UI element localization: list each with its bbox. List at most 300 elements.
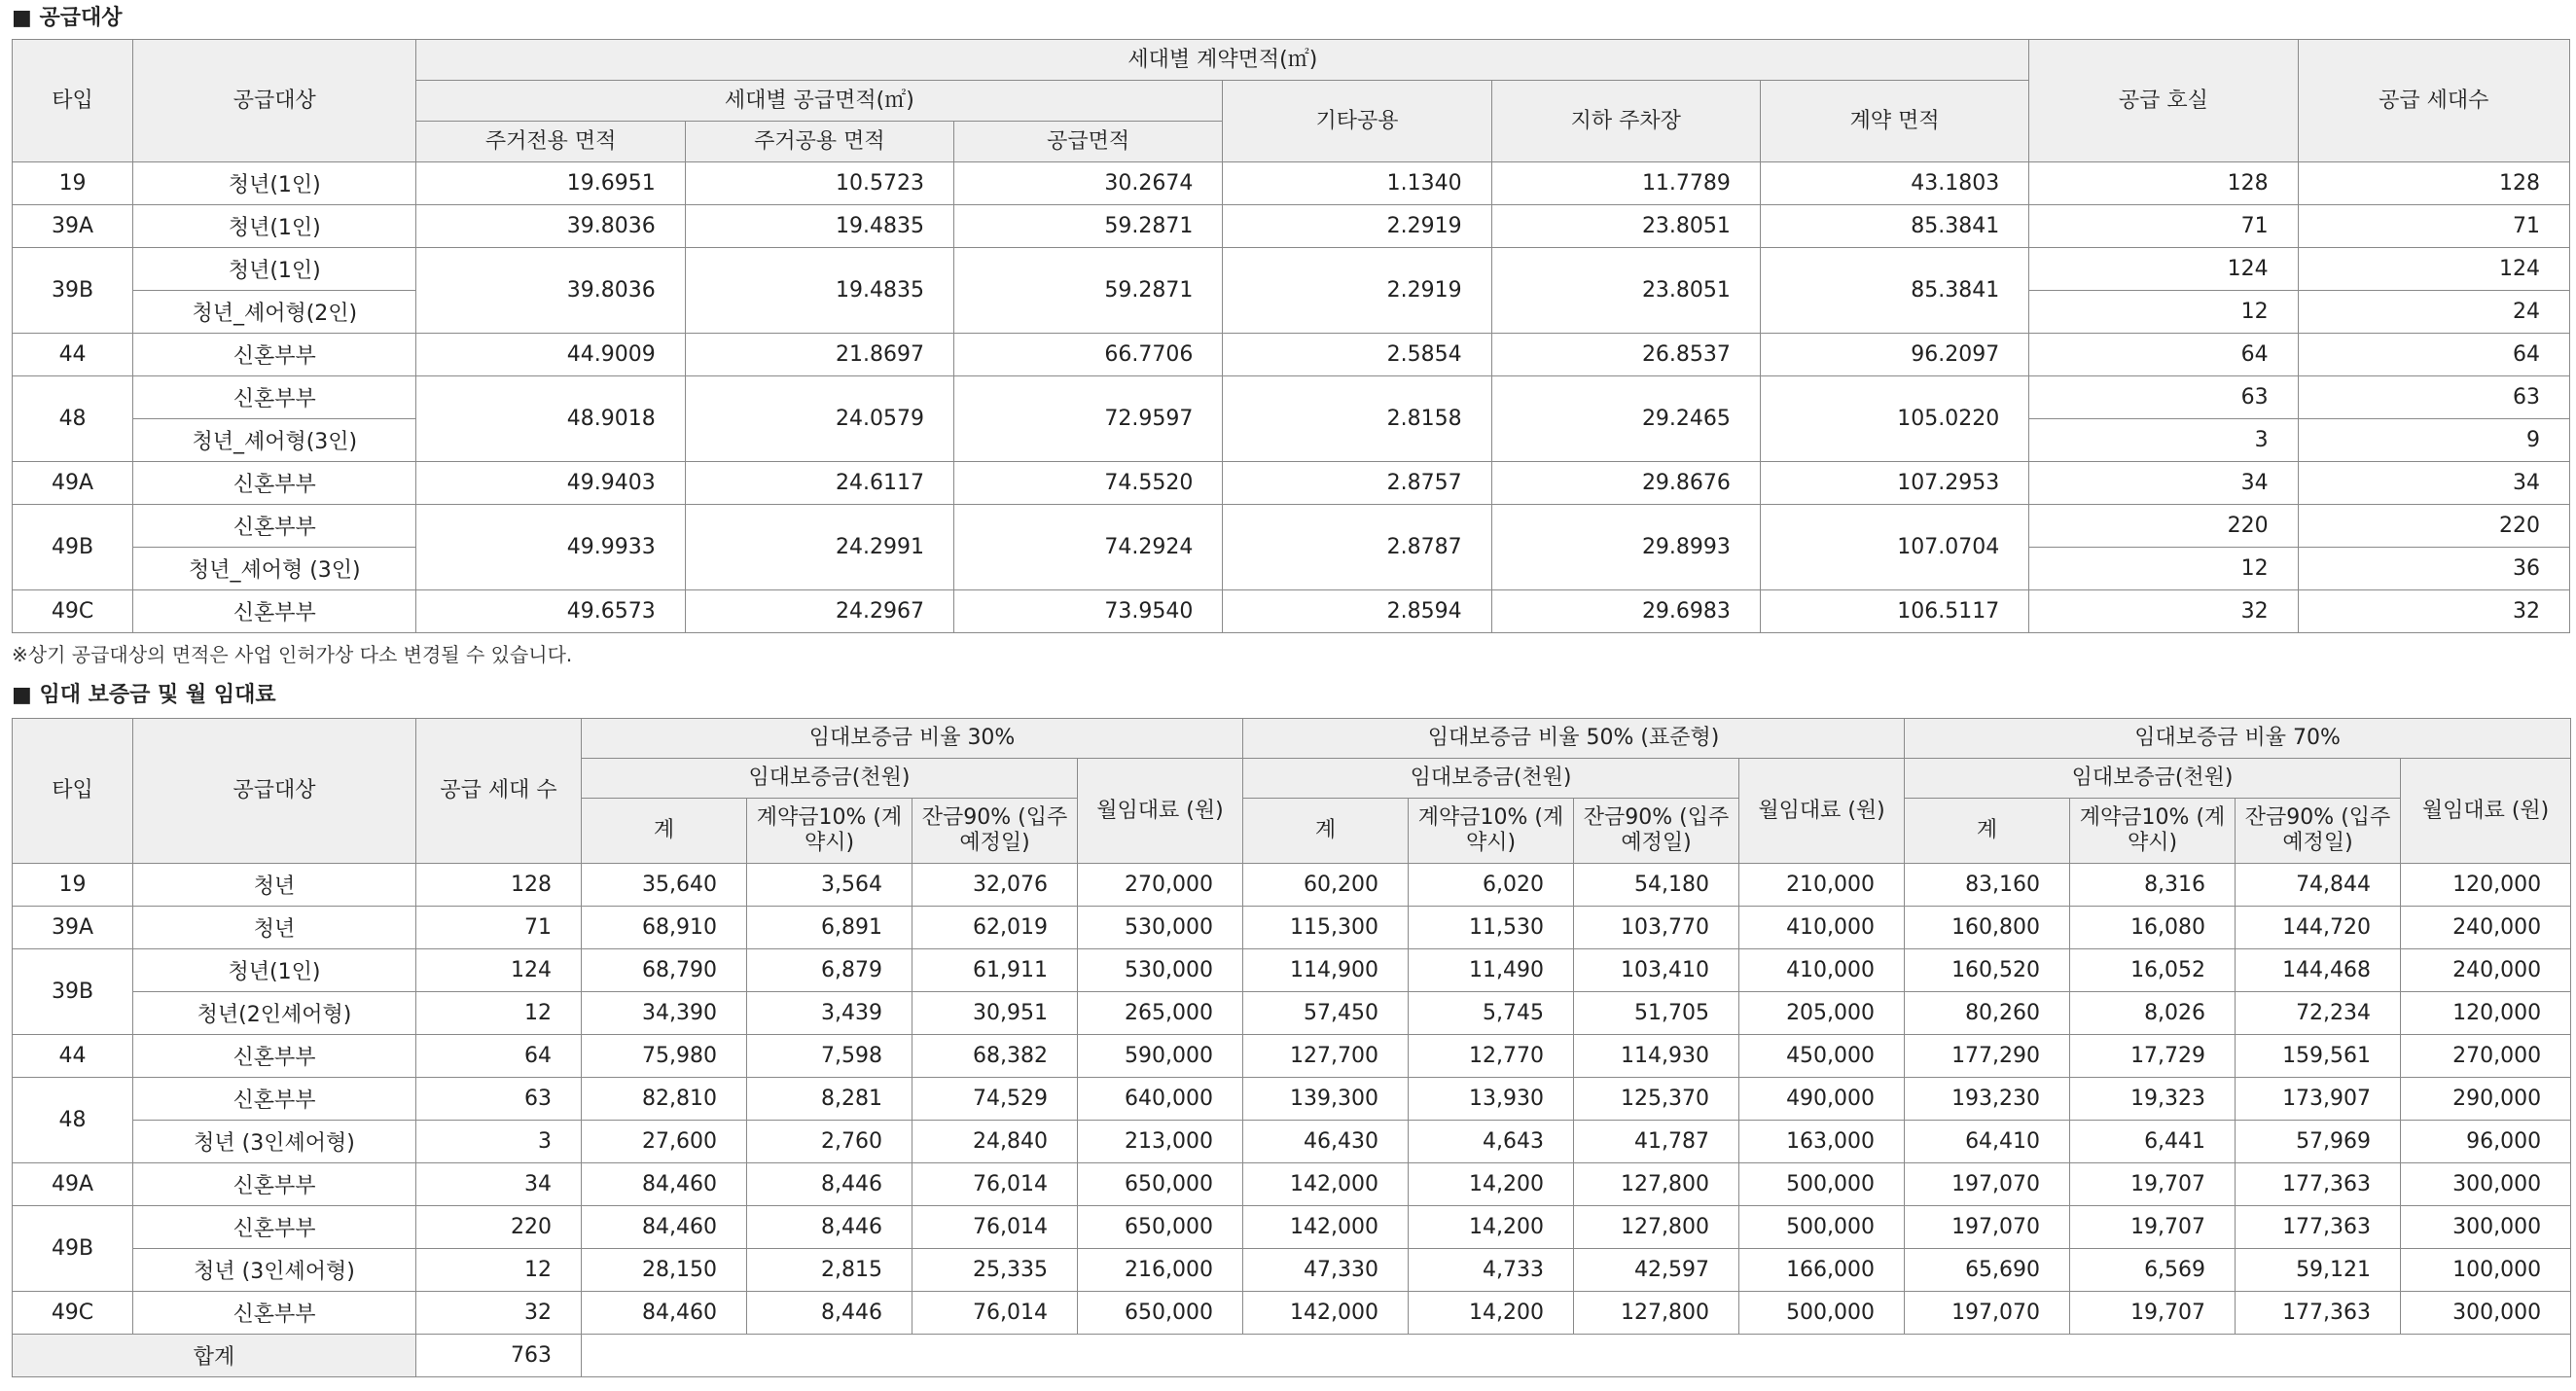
- monthly-rent-cell: 650,000: [1078, 1292, 1243, 1335]
- monthly-rent-cell: 650,000: [1078, 1206, 1243, 1249]
- table-row: [13, 1292, 2571, 1335]
- supply-households-cell: 36: [2298, 548, 2569, 590]
- monthly-rent-cell: 290,000: [2401, 1078, 2571, 1121]
- col-exclusive-area: 주거전용 면적: [416, 122, 685, 162]
- exclusive-area-cell: 44.9009: [416, 334, 685, 376]
- target-cell: 신혼부부: [133, 1163, 416, 1206]
- supply-area-cell: 59.2871: [954, 248, 1223, 334]
- monthly-rent-cell: 590,000: [1078, 1035, 1243, 1078]
- common-area-cell: 10.5723: [685, 162, 953, 205]
- table-row: [13, 590, 2570, 633]
- supply-area-cell: 66.7706: [954, 334, 1223, 376]
- deposit-total-cell: 115,300: [1243, 907, 1409, 949]
- supply-area-cell: 72.9597: [954, 376, 1223, 462]
- parking-area-cell: 23.8051: [1491, 205, 1760, 248]
- down-payment-cell: 19,323: [2070, 1078, 2236, 1121]
- target-cell: 신혼부부: [133, 376, 416, 419]
- common-area-cell: 24.6117: [685, 462, 953, 505]
- target-cell: 신혼부부: [133, 1035, 416, 1078]
- deposit-header: 임대보증금(천원): [1905, 759, 2401, 799]
- type-cell: 39A: [13, 907, 133, 949]
- total-blank: [582, 1335, 2571, 1377]
- total-row: [13, 1335, 2571, 1377]
- balance-cell: 41,787: [1574, 1121, 1739, 1163]
- contract-area-cell: 85.3841: [1760, 248, 2028, 334]
- monthly-header: 월임대료 (원): [2401, 759, 2571, 864]
- balance-cell: 59,121: [2236, 1249, 2401, 1292]
- col-type: 타입: [13, 40, 133, 162]
- type-cell: 19: [13, 864, 133, 907]
- target-cell: 청년(1인): [133, 162, 416, 205]
- supply-area-cell: 74.5520: [954, 462, 1223, 505]
- col-common-area: 주거공용 면적: [685, 122, 953, 162]
- supply-rooms-cell: 71: [2029, 205, 2298, 248]
- deposit-total-cell: 197,070: [1905, 1206, 2070, 1249]
- households-cell: 64: [416, 1035, 582, 1078]
- target-cell: 청년 (3인셰어형): [133, 1249, 416, 1292]
- balance-cell: 25,335: [912, 1249, 1078, 1292]
- col-contract-area-group: 세대별 계약면적(㎡): [416, 40, 2029, 81]
- supply-households-cell: 63: [2298, 376, 2569, 419]
- balance-cell: 61,911: [912, 949, 1078, 992]
- balance-cell: 173,907: [2236, 1078, 2401, 1121]
- down-payment-cell: 8,446: [747, 1292, 912, 1335]
- deposit-total-cell: 160,800: [1905, 907, 2070, 949]
- supply-rooms-cell: 34: [2029, 462, 2298, 505]
- common-area-cell: 21.8697: [685, 334, 953, 376]
- target-cell: 청년_셰어형(3인): [133, 419, 416, 462]
- down-payment-cell: 17,729: [2070, 1035, 2236, 1078]
- supply-rooms-cell: 124: [2029, 248, 2298, 291]
- down-payment-cell: 6,891: [747, 907, 912, 949]
- down-payment-cell: 6,020: [1409, 864, 1574, 907]
- balance-cell: 127,800: [1574, 1163, 1739, 1206]
- table-row: [13, 1121, 2571, 1163]
- deposit-total-cell: 46,430: [1243, 1121, 1409, 1163]
- type-cell: 49B: [13, 1206, 133, 1292]
- table-row: [13, 949, 2571, 992]
- parking-area-cell: 29.8993: [1491, 505, 1760, 590]
- common-area-cell: 19.4835: [685, 248, 953, 334]
- balance-cell: 177,363: [2236, 1206, 2401, 1249]
- down-payment-cell: 14,200: [1409, 1163, 1574, 1206]
- monthly-rent-cell: 490,000: [1739, 1078, 1905, 1121]
- table-row: [13, 1249, 2571, 1292]
- down-payment-cell: 8,026: [2070, 992, 2236, 1035]
- balance-cell: 72,234: [2236, 992, 2401, 1035]
- parking-area-cell: 23.8051: [1491, 248, 1760, 334]
- monthly-rent-cell: 530,000: [1078, 907, 1243, 949]
- target-cell: 신혼부부: [133, 1206, 416, 1249]
- deposit-total-cell: 82,810: [582, 1078, 747, 1121]
- monthly-rent-cell: 213,000: [1078, 1121, 1243, 1163]
- balance-cell: 42,597: [1574, 1249, 1739, 1292]
- monthly-rent-cell: 300,000: [2401, 1163, 2571, 1206]
- parking-area-cell: 29.8676: [1491, 462, 1760, 505]
- monthly-header: 월임대료 (원): [1739, 759, 1905, 864]
- supply-rooms-cell: 128: [2029, 162, 2298, 205]
- exclusive-area-cell: 49.9403: [416, 462, 685, 505]
- down-payment-cell: 2,760: [747, 1121, 912, 1163]
- type-cell: 49C: [13, 1292, 133, 1335]
- monthly-rent-cell: 410,000: [1739, 949, 1905, 992]
- down-payment-cell: 6,569: [2070, 1249, 2236, 1292]
- type-cell: 48: [13, 1078, 133, 1163]
- households-cell: 12: [416, 1249, 582, 1292]
- deposit-total-cell: 142,000: [1243, 1206, 1409, 1249]
- supply-area-cell: 59.2871: [954, 205, 1223, 248]
- table-row: [13, 334, 2570, 376]
- target-cell: 청년 (3인셰어형): [133, 1121, 416, 1163]
- balance-cell: 24,840: [912, 1121, 1078, 1163]
- type-cell: 39A: [13, 205, 133, 248]
- balance-cell: 127,800: [1574, 1206, 1739, 1249]
- exclusive-area-cell: 49.6573: [416, 590, 685, 633]
- other-area-cell: 2.8787: [1223, 505, 1491, 590]
- deposit-total-cell: 28,150: [582, 1249, 747, 1292]
- table-row: [13, 992, 2571, 1035]
- deposit-total-cell: 83,160: [1905, 864, 2070, 907]
- balance-cell: 74,529: [912, 1078, 1078, 1121]
- target-cell: 신혼부부: [133, 1078, 416, 1121]
- monthly-rent-cell: 163,000: [1739, 1121, 1905, 1163]
- deposit-total-cell: 84,460: [582, 1163, 747, 1206]
- supply-rooms-cell: 12: [2029, 291, 2298, 334]
- supply-households-cell: 71: [2298, 205, 2569, 248]
- deposit-total-cell: 47,330: [1243, 1249, 1409, 1292]
- deposit-total-cell: 68,910: [582, 907, 747, 949]
- deposit-total-cell: 27,600: [582, 1121, 747, 1163]
- balance-cell: 144,720: [2236, 907, 2401, 949]
- col-supply-area-group: 세대별 공급면적(㎡): [416, 81, 1223, 122]
- target-cell: 청년(2인셰어형): [133, 992, 416, 1035]
- deposit-total-cell: 75,980: [582, 1035, 747, 1078]
- contract-area-cell: 96.2097: [1760, 334, 2028, 376]
- supply-households-cell: 220: [2298, 505, 2569, 548]
- monthly-rent-cell: 270,000: [2401, 1035, 2571, 1078]
- target-cell: 청년_셰어형(2인): [133, 291, 416, 334]
- balance-cell: 114,930: [1574, 1035, 1739, 1078]
- households-cell: 3: [416, 1121, 582, 1163]
- down-payment-cell: 3,564: [747, 864, 912, 907]
- supply-households-cell: 24: [2298, 291, 2569, 334]
- exclusive-area-cell: 39.8036: [416, 205, 685, 248]
- deposit-total-cell: 142,000: [1243, 1163, 1409, 1206]
- col-target: 공급대상: [133, 40, 416, 162]
- deposit-header: 임대보증금(천원): [1243, 759, 1739, 799]
- down-payment-cell: 13,930: [1409, 1078, 1574, 1121]
- exclusive-area-cell: 48.9018: [416, 376, 685, 462]
- monthly-rent-cell: 300,000: [2401, 1206, 2571, 1249]
- parking-area-cell: 29.2465: [1491, 376, 1760, 462]
- balance-header: 잔금90% (입주예정일): [2236, 799, 2401, 864]
- target-cell: 청년(1인): [133, 949, 416, 992]
- monthly-rent-cell: 265,000: [1078, 992, 1243, 1035]
- supply-rooms-cell: 12: [2029, 548, 2298, 590]
- total-header: 계: [582, 799, 747, 864]
- supply-households-cell: 124: [2298, 248, 2569, 291]
- balance-cell: 30,951: [912, 992, 1078, 1035]
- deposit-total-cell: 84,460: [582, 1206, 747, 1249]
- down-payment-header: 계약금10% (계약시): [2070, 799, 2236, 864]
- down-payment-cell: 19,707: [2070, 1163, 2236, 1206]
- monthly-rent-cell: 270,000: [1078, 864, 1243, 907]
- table-row: [13, 1078, 2571, 1121]
- total-header: 계: [1243, 799, 1409, 864]
- supply-rooms-cell: 220: [2029, 505, 2298, 548]
- monthly-rent-cell: 240,000: [2401, 949, 2571, 992]
- deposit-total-cell: 80,260: [1905, 992, 2070, 1035]
- down-payment-cell: 8,446: [747, 1163, 912, 1206]
- other-area-cell: 2.8594: [1223, 590, 1491, 633]
- type-cell: 39B: [13, 949, 133, 1035]
- supply-area-table: [12, 39, 2570, 633]
- col-type: 타입: [13, 719, 133, 864]
- common-area-cell: 19.4835: [685, 205, 953, 248]
- down-payment-cell: 2,815: [747, 1249, 912, 1292]
- target-cell: 신혼부부: [133, 1292, 416, 1335]
- monthly-rent-cell: 205,000: [1739, 992, 1905, 1035]
- type-cell: 19: [13, 162, 133, 205]
- col-other-common: 기타공용: [1223, 81, 1491, 162]
- contract-area-cell: 107.2953: [1760, 462, 2028, 505]
- monthly-rent-cell: 640,000: [1078, 1078, 1243, 1121]
- down-payment-cell: 6,441: [2070, 1121, 2236, 1163]
- balance-cell: 76,014: [912, 1292, 1078, 1335]
- down-payment-cell: 8,446: [747, 1206, 912, 1249]
- down-payment-cell: 14,200: [1409, 1292, 1574, 1335]
- deposit-total-cell: 68,790: [582, 949, 747, 992]
- monthly-rent-cell: 240,000: [2401, 907, 2571, 949]
- rent-section-title: ■ 임대 보증금 및 월 임대료: [12, 683, 276, 707]
- type-cell: 39B: [13, 248, 133, 334]
- balance-cell: 57,969: [2236, 1121, 2401, 1163]
- col-households: 공급 세대 수: [416, 719, 582, 864]
- down-payment-cell: 14,200: [1409, 1206, 1574, 1249]
- balance-cell: 76,014: [912, 1163, 1078, 1206]
- deposit-total-cell: 193,230: [1905, 1078, 2070, 1121]
- balance-cell: 125,370: [1574, 1078, 1739, 1121]
- common-area-cell: 24.2991: [685, 505, 953, 590]
- balance-cell: 103,770: [1574, 907, 1739, 949]
- balance-cell: 127,800: [1574, 1292, 1739, 1335]
- deposit-total-cell: 35,640: [582, 864, 747, 907]
- monthly-rent-cell: 120,000: [2401, 992, 2571, 1035]
- balance-cell: 51,705: [1574, 992, 1739, 1035]
- down-payment-cell: 6,879: [747, 949, 912, 992]
- households-cell: 124: [416, 949, 582, 992]
- monthly-rent-cell: 530,000: [1078, 949, 1243, 992]
- col-parking: 지하 주차장: [1491, 81, 1760, 162]
- balance-cell: 74,844: [2236, 864, 2401, 907]
- parking-area-cell: 26.8537: [1491, 334, 1760, 376]
- deposit-total-cell: 57,450: [1243, 992, 1409, 1035]
- deposit-total-cell: 84,460: [582, 1292, 747, 1335]
- monthly-rent-cell: 500,000: [1739, 1206, 1905, 1249]
- households-cell: 32: [416, 1292, 582, 1335]
- down-payment-cell: 4,733: [1409, 1249, 1574, 1292]
- col-target: 공급대상: [133, 719, 416, 864]
- supply-section-title: ■ 공급대상: [12, 6, 123, 30]
- type-cell: 48: [13, 376, 133, 462]
- exclusive-area-cell: 19.6951: [416, 162, 685, 205]
- balance-cell: 32,076: [912, 864, 1078, 907]
- deposit-total-cell: 114,900: [1243, 949, 1409, 992]
- households-cell: 220: [416, 1206, 582, 1249]
- balance-cell: 68,382: [912, 1035, 1078, 1078]
- balance-cell: 103,410: [1574, 949, 1739, 992]
- deposit-total-cell: 60,200: [1243, 864, 1409, 907]
- table-row: [13, 376, 2570, 419]
- target-cell: 신혼부부: [133, 590, 416, 633]
- table-row: [13, 248, 2570, 291]
- down-payment-header: 계약금10% (계약시): [1409, 799, 1574, 864]
- type-cell: 44: [13, 1035, 133, 1078]
- table-row: [13, 162, 2570, 205]
- total-label: 합계: [13, 1335, 416, 1377]
- table-row: [13, 864, 2571, 907]
- target-cell: 청년(1인): [133, 248, 416, 291]
- target-cell: 신혼부부: [133, 334, 416, 376]
- deposit-total-cell: 65,690: [1905, 1249, 2070, 1292]
- group-70: 임대보증금 비율 70%: [1905, 719, 2571, 759]
- monthly-rent-cell: 300,000: [2401, 1292, 2571, 1335]
- exclusive-area-cell: 49.9933: [416, 505, 685, 590]
- monthly-rent-cell: 216,000: [1078, 1249, 1243, 1292]
- supply-households-cell: 64: [2298, 334, 2569, 376]
- other-area-cell: 2.2919: [1223, 205, 1491, 248]
- target-cell: 신혼부부: [133, 462, 416, 505]
- supply-area-cell: 73.9540: [954, 590, 1223, 633]
- balance-cell: 177,363: [2236, 1163, 2401, 1206]
- balance-cell: 159,561: [2236, 1035, 2401, 1078]
- monthly-rent-cell: 500,000: [1739, 1292, 1905, 1335]
- supply-households-cell: 9: [2298, 419, 2569, 462]
- balance-cell: 144,468: [2236, 949, 2401, 992]
- target-cell: 청년: [133, 864, 416, 907]
- target-cell: 청년_셰어형 (3인): [133, 548, 416, 590]
- down-payment-header: 계약금10% (계약시): [747, 799, 912, 864]
- other-area-cell: 2.8158: [1223, 376, 1491, 462]
- deposit-total-cell: 197,070: [1905, 1292, 2070, 1335]
- down-payment-cell: 12,770: [1409, 1035, 1574, 1078]
- common-area-cell: 24.0579: [685, 376, 953, 462]
- group-50: 임대보증금 비율 50% (표준형): [1243, 719, 1905, 759]
- contract-area-cell: 105.0220: [1760, 376, 2028, 462]
- table-row: [13, 907, 2571, 949]
- down-payment-cell: 11,490: [1409, 949, 1574, 992]
- group-30: 임대보증금 비율 30%: [582, 719, 1243, 759]
- monthly-rent-cell: 100,000: [2401, 1249, 2571, 1292]
- monthly-rent-cell: 500,000: [1739, 1163, 1905, 1206]
- deposit-total-cell: 197,070: [1905, 1163, 2070, 1206]
- balance-cell: 177,363: [2236, 1292, 2401, 1335]
- contract-area-cell: 43.1803: [1760, 162, 2028, 205]
- monthly-rent-cell: 166,000: [1739, 1249, 1905, 1292]
- contract-area-cell: 85.3841: [1760, 205, 2028, 248]
- balance-header: 잔금90% (입주예정일): [912, 799, 1078, 864]
- type-cell: 44: [13, 334, 133, 376]
- deposit-total-cell: 160,520: [1905, 949, 2070, 992]
- down-payment-cell: 3,439: [747, 992, 912, 1035]
- other-area-cell: 2.5854: [1223, 334, 1491, 376]
- supply-rooms-cell: 3: [2029, 419, 2298, 462]
- col-supply-area: 공급면적: [954, 122, 1223, 162]
- monthly-rent-cell: 210,000: [1739, 864, 1905, 907]
- target-cell: 신혼부부: [133, 505, 416, 548]
- type-cell: 49B: [13, 505, 133, 590]
- supply-households-cell: 34: [2298, 462, 2569, 505]
- other-area-cell: 2.2919: [1223, 248, 1491, 334]
- households-cell: 34: [416, 1163, 582, 1206]
- down-payment-cell: 8,316: [2070, 864, 2236, 907]
- deposit-total-cell: 177,290: [1905, 1035, 2070, 1078]
- deposit-total-cell: 139,300: [1243, 1078, 1409, 1121]
- parking-area-cell: 11.7789: [1491, 162, 1760, 205]
- supply-rooms-cell: 32: [2029, 590, 2298, 633]
- balance-cell: 62,019: [912, 907, 1078, 949]
- balance-header: 잔금90% (입주예정일): [1574, 799, 1739, 864]
- monthly-rent-cell: 120,000: [2401, 864, 2571, 907]
- down-payment-cell: 8,281: [747, 1078, 912, 1121]
- table-row: [13, 1035, 2571, 1078]
- households-cell: 63: [416, 1078, 582, 1121]
- deposit-header: 임대보증금(천원): [582, 759, 1078, 799]
- target-cell: 청년(1인): [133, 205, 416, 248]
- balance-cell: 76,014: [912, 1206, 1078, 1249]
- col-supply-households: 공급 세대수: [2298, 40, 2569, 162]
- balance-cell: 54,180: [1574, 864, 1739, 907]
- households-cell: 12: [416, 992, 582, 1035]
- table-row: [13, 1206, 2571, 1249]
- type-cell: 49A: [13, 1163, 133, 1206]
- rent-deposit-table: [12, 718, 2571, 1377]
- deposit-total-cell: 34,390: [582, 992, 747, 1035]
- table-row: [13, 462, 2570, 505]
- down-payment-cell: 7,598: [747, 1035, 912, 1078]
- total-households: 763: [416, 1335, 582, 1377]
- table-row: [13, 1163, 2571, 1206]
- col-contract-area: 계약 면적: [1760, 81, 2028, 162]
- down-payment-cell: 4,643: [1409, 1121, 1574, 1163]
- down-payment-cell: 19,707: [2070, 1206, 2236, 1249]
- target-cell: 청년: [133, 907, 416, 949]
- area-change-note: ※상기 공급대상의 면적은 사업 인허가상 다소 변경될 수 있습니다.: [12, 643, 573, 666]
- supply-households-cell: 32: [2298, 590, 2569, 633]
- table-row: [13, 505, 2570, 548]
- households-cell: 128: [416, 864, 582, 907]
- deposit-total-cell: 127,700: [1243, 1035, 1409, 1078]
- supply-area-cell: 30.2674: [954, 162, 1223, 205]
- down-payment-cell: 16,080: [2070, 907, 2236, 949]
- monthly-header: 월임대료 (원): [1078, 759, 1243, 864]
- supply-area-cell: 74.2924: [954, 505, 1223, 590]
- down-payment-cell: 5,745: [1409, 992, 1574, 1035]
- exclusive-area-cell: 39.8036: [416, 248, 685, 334]
- down-payment-cell: 19,707: [2070, 1292, 2236, 1335]
- monthly-rent-cell: 650,000: [1078, 1163, 1243, 1206]
- type-cell: 49C: [13, 590, 133, 633]
- deposit-total-cell: 64,410: [1905, 1121, 2070, 1163]
- table-row: [13, 205, 2570, 248]
- down-payment-cell: 11,530: [1409, 907, 1574, 949]
- contract-area-cell: 106.5117: [1760, 590, 2028, 633]
- deposit-total-cell: 142,000: [1243, 1292, 1409, 1335]
- down-payment-cell: 16,052: [2070, 949, 2236, 992]
- households-cell: 71: [416, 907, 582, 949]
- supply-households-cell: 128: [2298, 162, 2569, 205]
- supply-rooms-cell: 63: [2029, 376, 2298, 419]
